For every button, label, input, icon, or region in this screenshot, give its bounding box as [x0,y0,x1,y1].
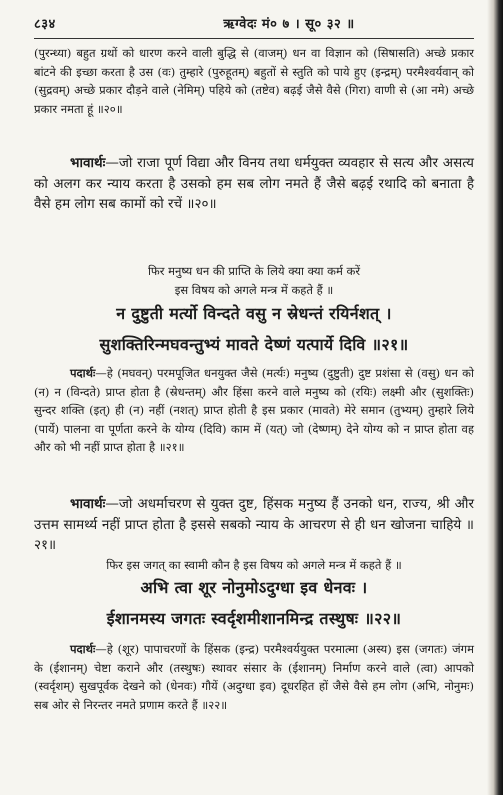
bhavartha-label: भावार्थः [70,496,106,512]
bhavartha-21 [34,494,474,556]
intro-21-line1: फिर मनुष्य धन की प्राप्ति के लिये क्या क्या कर्म करें [147,264,361,278]
mantra-21-line2: सुशक्तिरिन्मघवन्तुभ्यं मावते देष्णं यत्पार्ये दिवि ॥२१॥ [99,335,409,354]
bhavartha-20 [34,153,474,215]
padartha-20-continuation: (पुरन्ध्या) बहुत ग्रथों को धारण करने वाली बुद्धि से (वाजम्) धन वा विज्ञान को (सिषासति) अच्छे प्रकार बांटने की इच्छा करता है उस (वः) तुम्हारे (पुरुहूतम्) बहुतों से स्तुति को पाये हुए (इन्द्रम्) परमैश्वर्यवान् को (सुद्रवम्) अच्छे प्रकार दौड़ने वाले (नेमिम्) पहिये को (तष्टेव) बढ़ई जैसे वैसे (गिरा) वाणी से (आ नमे) अच्छे प्रकार नमता हूं ॥२०॥ [34,46,474,116]
mantra-22-line2: ईशानमस्य जगतः स्वर्दृशमीशानमिन्द्र तस्थुषः ॥२२॥ [106,609,402,628]
padartha-21 [34,364,474,457]
mantra-21-line1: न दुष्टुती मर्त्यो विन्दते वसु न स्रेधन्तं रयिर्नशत् । [116,304,392,323]
padartha-label: पदार्थः [70,366,96,380]
bhavartha-label: भावार्थः [70,155,106,171]
running-title: ऋग्वेदः मं० ७ । सू० ३२ ॥ [223,17,355,32]
page-header [34,14,474,34]
page-number: ८३४ [34,17,56,32]
padartha-22 [34,640,474,714]
intro-21-line2: इस विषय को अगले मन्त्र में कहते हैं ॥ [174,283,334,297]
padartha-text: —हे (मघवन्) परमपूजित धनयुक्त जैसे (मर्त्यः) मनुष्य (दुष्टुती) दुष्ट प्रशंसा से (वसु) धन को (न) न (विन्दते) प्राप्त होता है (स्रेधन्तम्) और हिंसा करने वाले मनुष्य को (रयिः) लक्ष्मी और (सुशक्तिः) सुन्दर शक्ति (इत्) ही (न) नहीं (नशत्) प्राप्त होती है इस प्रकार (मावते) मेरे समान (तुभ्यम्) तुम्हारे लिये (पार्ये) पालना वा पूर्णता करने के योग्य (दिवि) काम में (यत्) जो (देष्णम्) देने योग्य को न प्राप्त होता वह और को भी नहीं प्राप्त होता है ॥२१॥ [34,366,474,455]
padartha-label: पदार्थः [70,642,96,656]
bhavartha-text: —जो राजा पूर्ण विद्या और विनय तथा धर्मयुक्त व्यवहार से सत्य और असत्य को अलग कर न्याय करता है उसको हम सब लोग नमते हैं जैसे बढ़ई रथादि को बनाता है वैसे हम लोग सब कामों को रचें ॥२०॥ [34,155,474,212]
bhavartha-text: —जो अधर्माचरण से युक्त दुष्ट, हिंसक मनुष्य हैं उनको धन, राज्य, श्री और उत्तम सामर्थ्य नहीं प्राप्त होता है इससे सबको न्याय के आचरण से ही धन खोजना चाहिये ॥२१॥ [34,496,474,553]
header-rule [34,38,474,39]
mantra-22-line1: अभि त्वा शूर नोनुमोऽदुग्धा इव धेनवः । [140,578,368,597]
padartha-text: —हे (शूर) पापाचरणों के हिंसक (इन्द्र) परमैश्वर्ययुक्त परमात्मा (अस्य) इस (जगतः) जंगम के (ईशानम्) चेष्टा कराने और (तस्थुषः) स्थावर संसार के (ईशानम्) निर्माण करने वाले (त्वा) आपको (स्वर्दृशम्) सुखपूर्वक देखने को (धेनवः) गौयें (अदुग्धा इव) दूधरहित हों जैसे वैसे हम लोग (अभि, नोनुमः) सब ओर से निरन्तर नमते प्रणाम करते हैं ॥२२॥ [34,642,474,712]
page-edge-shadow [487,0,503,795]
intro-22: फिर इस जगत् का स्वामी कौन है इस विषय को अगले मन्त्र में कहते हैं ॥ [106,558,402,572]
